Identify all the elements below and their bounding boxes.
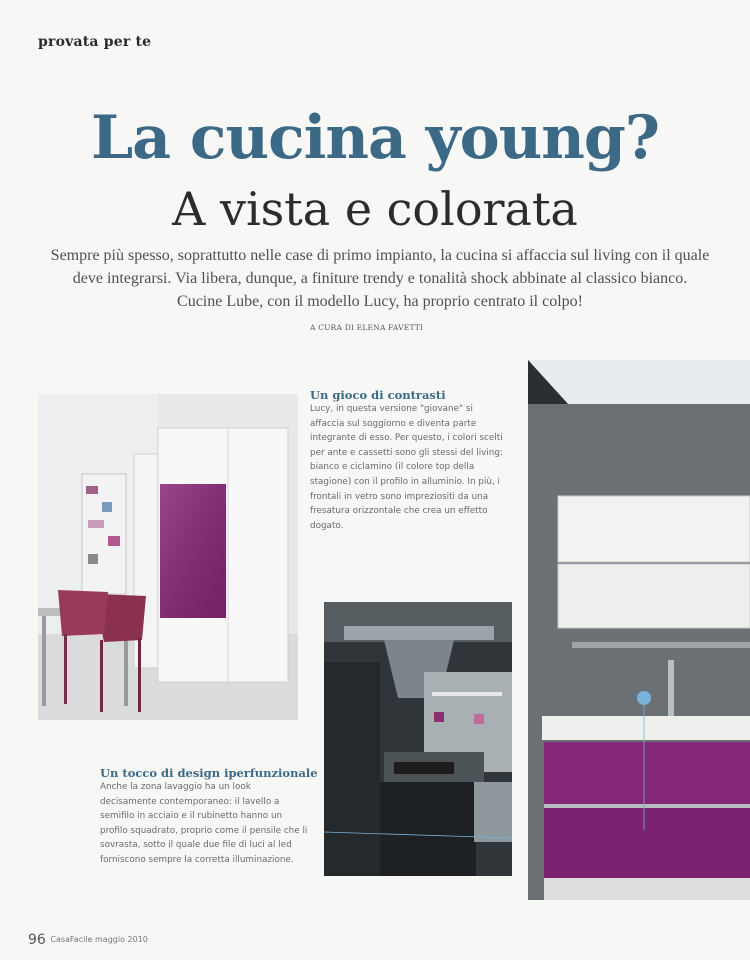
sidebar-contrasti [310,388,510,533]
subheadline: A vista e colorata [172,182,578,236]
sidebar-heading: Un tocco di design iperfunzionale [100,766,318,780]
magazine-issue: CasaFacile maggio 2010 [50,935,148,944]
page-footer [28,932,148,948]
lead-paragraph: Sempre più spesso, soprattutto nelle case di primo impianto, la cucina si affaccia sul living con il quale deve integrarsi. Via libera, dunque, a finiture trendy e tonalità shock abbinate al classico bianco. Cucine Lube, con il modello Lucy, ha proprio centrato il colpo! [50,247,710,310]
page-number: 96 [28,932,46,948]
byline: A CURA DI ELENA FAVETTI [310,323,424,332]
sink-area-photo [324,602,512,876]
sidebar-heading: Un gioco di contrasti [310,388,446,402]
headline: La cucina young? [90,103,660,173]
sidebar-body: Anche la zona lavaggio ha un look decisamente contemporaneo: il lavello a semifilo in acciaio e il rubinetto hanno un profilo squadrato, proprio come il pensile che li sovrasta, sotto il quale due file di luci al led forniscono sempre la corretta illuminazione. [100,782,308,865]
section-label: provata per te [38,34,152,50]
sidebar-design [100,766,320,868]
kitchen-living-photo [38,394,298,720]
cabinet-detail-photo [528,360,750,900]
sidebar-body: Lucy, in questa versione "giovane" si affaccia sul soggiorno e diventa parte integrante di esso. Per questo, i colori scelti per ante e cassetti sono gli stessi del living: bianco e ciclamino (il colore top della stagione) con il profilo in alluminio. In più, i frontali in vetro sono impreziositi da una fresatura orizzontale che crea un effetto dogato. [310,404,503,531]
